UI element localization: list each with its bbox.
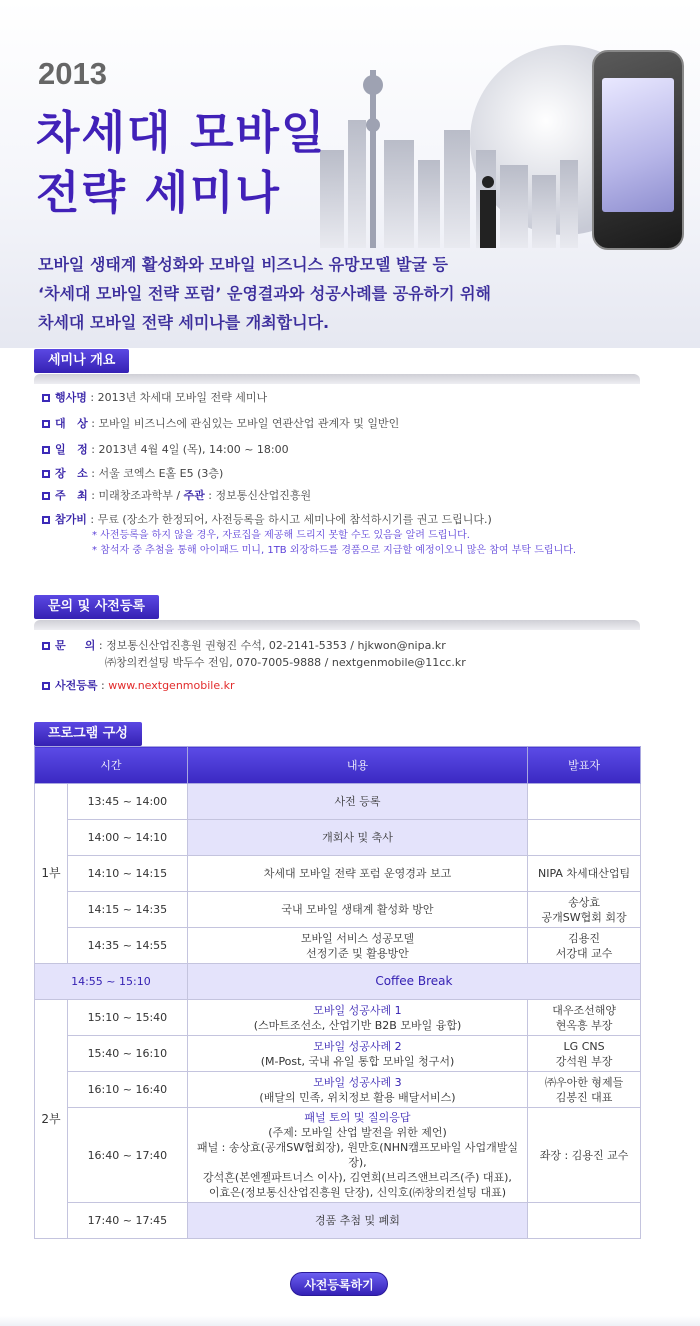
row-speaker: 대우조선해양 현옥흥 부장	[528, 1000, 641, 1036]
section-heading-overview: 세미나 개요	[34, 349, 129, 373]
coffee-break-row	[35, 964, 641, 1000]
row-speaker	[528, 1203, 641, 1239]
table-row	[35, 784, 641, 820]
event-title-line2: 전략 세미나	[36, 166, 282, 219]
row-time: 15:10 ~ 15:40	[67, 1000, 187, 1036]
row-time: 14:35 ~ 14:55	[67, 928, 187, 964]
row-speaker: 좌장 : 김용진 교수	[528, 1108, 641, 1203]
program-table	[34, 746, 641, 1239]
event-title-line1: 차세대 모바일	[36, 106, 327, 159]
table-row	[35, 820, 641, 856]
contact-register: 사전등록 : www.nextgenmobile.kr	[42, 678, 234, 694]
bullet-icon	[42, 394, 50, 402]
row-content: 차세대 모바일 전략 포럼 운영경과 보고	[187, 856, 527, 892]
row-time: 17:40 ~ 17:45	[67, 1203, 187, 1239]
header-content: 내용	[187, 747, 527, 784]
row-speaker: ㈜우아한 형제들 김봉진 대표	[528, 1072, 641, 1108]
register-link[interactable]: www.nextgenmobile.kr	[108, 679, 235, 692]
row-time: 14:15 ~ 14:35	[67, 892, 187, 928]
part-label: 1부	[35, 784, 68, 964]
register-button[interactable]: 사전등록하기	[290, 1272, 388, 1296]
intro-line: 차세대 모바일 전략 세미나를 개최합니다.	[38, 313, 330, 332]
overview-item-host: 주 최 : 미래창조과학부 / 주관 : 정보통신산업진흥원	[42, 488, 311, 504]
table-row	[35, 1108, 641, 1203]
section-divider	[34, 620, 640, 630]
overview-item-place: 장 소 : 서울 코엑스 E홀 E5 (3층)	[42, 466, 223, 482]
row-speaker: 김용진 서강대 교수	[528, 928, 641, 964]
bullet-icon	[42, 446, 50, 454]
smartphone-illustration	[592, 50, 684, 250]
overview-item-date: 일 정 : 2013년 4월 4일 (목), 14:00 ~ 18:00	[42, 442, 289, 458]
bullet-icon	[42, 470, 50, 478]
overview-note: * 사전등록을 하지 않을 경우, 자료집을 제공해 드리지 못할 수도 있음을 알려 드립니다.	[92, 530, 470, 541]
row-speaker: LG CNS 강석원 부장	[528, 1036, 641, 1072]
intro-line: 모바일 생태계 활성화와 모바일 비즈니스 유망모델 발굴 등	[38, 255, 448, 274]
row-content: 모바일 서비스 성공모델 선정기준 및 활용방안	[187, 928, 527, 964]
row-time: 14:10 ~ 14:15	[67, 856, 187, 892]
table-row	[35, 1203, 641, 1239]
overview-item-name: 행사명 : 2013년 차세대 모바일 전략 세미나	[42, 390, 267, 406]
section-divider	[34, 374, 640, 384]
hero-banner	[0, 0, 700, 348]
header-speaker: 발표자	[528, 747, 641, 784]
bullet-icon	[42, 682, 50, 690]
event-intro	[38, 250, 491, 337]
overview-note: * 참석자 중 추첨을 통해 아이패드 미니, 1TB 외장하드를 경품으로 지급할 예정이오니 많은 참여 부탁 드립니다.	[92, 545, 577, 556]
table-row	[35, 856, 641, 892]
contact-inquiry-second: ㈜창의컨설팅 박두수 전임, 070-7005-9888 / nextgenmobile@11cc.kr	[105, 656, 466, 669]
row-time: 13:45 ~ 14:00	[67, 784, 187, 820]
part-label: 2부	[35, 1000, 68, 1239]
row-content: 개회사 및 축사	[187, 820, 527, 856]
table-row	[35, 1000, 641, 1036]
bullet-icon	[42, 516, 50, 524]
contact-inquiry: 문 의 : 정보통신산업진흥원 권형진 수석, 02-2141-5353 / hjkwon@nipa.kr	[42, 638, 446, 654]
overview-item-fee: 참가비 : 무료 (장소가 한정되어, 사전등록을 하시고 세미나에 참석하시기를 권고 드립니다.)	[42, 512, 492, 528]
row-time: 15:40 ~ 16:10	[67, 1036, 187, 1072]
event-year: 2013	[38, 56, 107, 91]
row-time: 14:00 ~ 14:10	[67, 820, 187, 856]
row-content: Coffee Break	[187, 964, 640, 1000]
header-time: 시간	[35, 747, 188, 784]
bullet-icon	[42, 492, 50, 500]
row-time: 16:10 ~ 16:40	[67, 1072, 187, 1108]
overview-item-target: 대 상 : 모바일 비즈니스에 관심있는 모바일 연관산업 관계자 및 일반인	[42, 416, 399, 432]
row-speaker	[528, 784, 641, 820]
row-content: 모바일 성공사례 2 (M-Post, 국내 유일 통합 모바일 청구서)	[187, 1036, 527, 1072]
row-speaker: NIPA 차세대산업팀	[528, 856, 641, 892]
bullet-icon	[42, 420, 50, 428]
row-content: 경품 추첨 및 폐회	[187, 1203, 527, 1239]
section-heading-contact: 문의 및 사전등록	[34, 595, 159, 619]
row-speaker: 송상효 공개SW협회 회장	[528, 892, 641, 928]
table-header-row	[35, 747, 641, 784]
row-time: 14:55 ~ 15:10	[35, 964, 188, 1000]
row-content: 사전 등록	[187, 784, 527, 820]
table-row	[35, 928, 641, 964]
row-time: 16:40 ~ 17:40	[67, 1108, 187, 1203]
section-heading-program: 프로그램 구성	[34, 722, 142, 746]
row-speaker	[528, 820, 641, 856]
row-content: 국내 모바일 생태계 활성화 방안	[187, 892, 527, 928]
intro-line: ‘차세대 모바일 전략 포럼’ 운영결과와 성공사례를 공유하기 위해	[38, 284, 492, 303]
row-content: 모바일 성공사례 1 (스마트조선소, 산업기반 B2B 모바일 융합)	[187, 1000, 527, 1036]
table-row	[35, 1036, 641, 1072]
footer-bar	[0, 1316, 700, 1326]
row-content: 모바일 성공사례 3 (배달의 민족, 위치정보 활용 배달서비스)	[187, 1072, 527, 1108]
row-content: 패널 토의 및 질의응답 (주제: 모바일 산업 발전을 위한 제언) 패널 : 송상효(공개SW협회장), 원만호(NHN캠프모바일 사업개발실장), 강석흔(본엔젤파트너스 이사), 김연희(브리즈앤브리즈(주) 대표), 이효은(정보통신산업진흥원 단장), 신익호(㈜창의컨설팅 대표)	[187, 1108, 527, 1203]
table-row	[35, 1072, 641, 1108]
bullet-icon	[42, 642, 50, 650]
table-row	[35, 892, 641, 928]
